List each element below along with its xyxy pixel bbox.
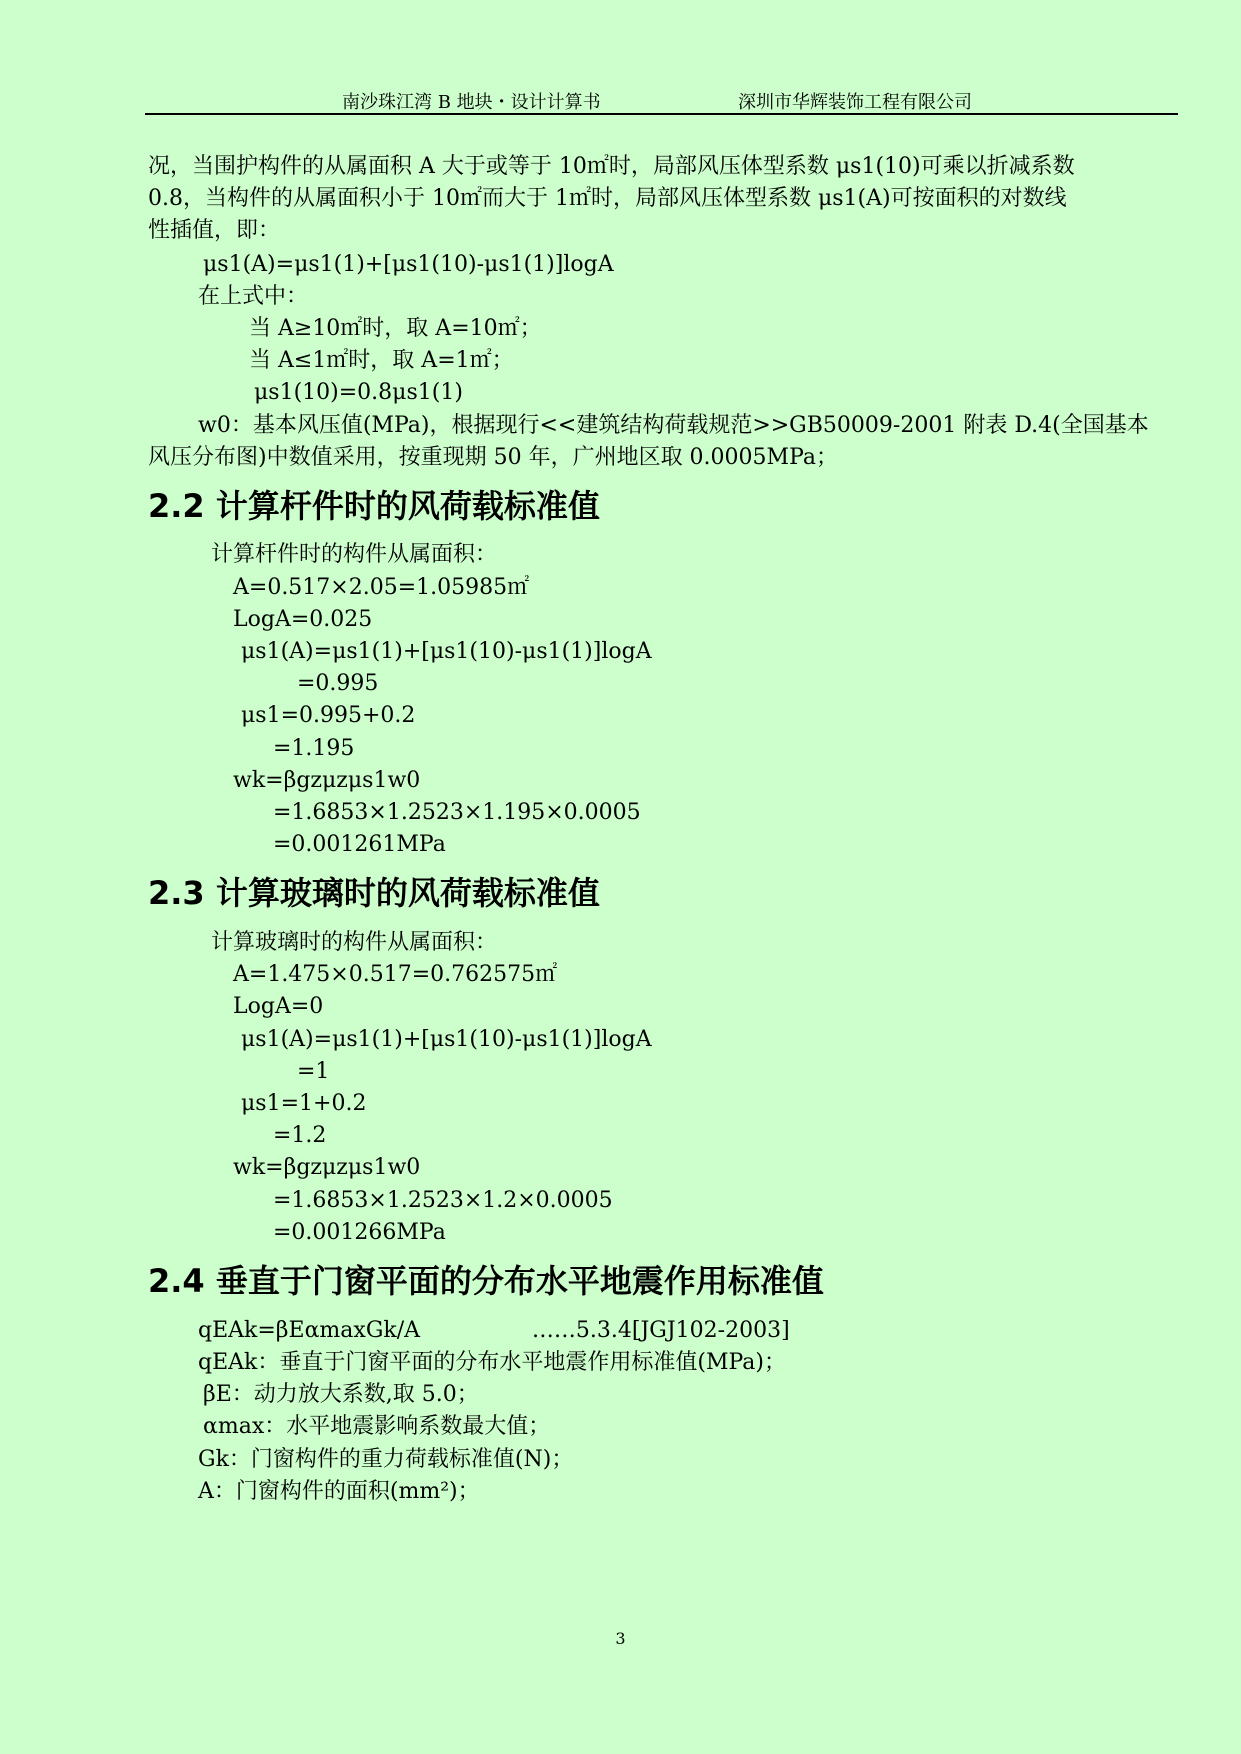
s23-line-4: μs1(A)=μs1(1)+[μs1(10)-μs1(1)]logA	[241, 1027, 652, 1052]
header-project-title: 南沙珠江湾 B 地块・设计计算书	[342, 92, 601, 113]
s23-line-6: μs1=1+0.2	[241, 1091, 367, 1116]
s23-line-10: =0.001266MPa	[273, 1220, 446, 1245]
page-number: 3	[615, 1629, 626, 1648]
intro-line-1: 况，当围护构件的从属面积 A 大于或等于 10㎡时，局部风压体型系数 μs1(10)可乘以折减系数	[148, 154, 1075, 179]
s22-line-1: 计算杆件时的构件从属面积：	[211, 542, 498, 567]
intro-line-3: 性插值，即：	[148, 218, 281, 243]
section-2-2-heading: 2.2 计算杆件时的风荷载标准值	[148, 487, 600, 525]
intro-condition-3: μs1(10)=0.8μs1(1)	[254, 380, 463, 405]
s22-line-6: μs1=0.995+0.2	[241, 703, 416, 728]
w0-definition-line-2: 风压分布图)中数值采用，按重现期 50 年，广州地区取 0.0005MPa；	[148, 445, 838, 470]
header-divider	[145, 113, 1178, 115]
s23-line-5: =1	[297, 1059, 330, 1084]
intro-where: 在上式中：	[198, 284, 309, 309]
s24-line-alphamax: αmax：水平地震影响系数最大值；	[203, 1414, 551, 1439]
s24-line-qEAk: qEAk：垂直于门窗平面的分布水平地震作用标准值(MPa)；	[198, 1350, 786, 1375]
intro-condition-2: 当 A≤1㎡时，取 A=1㎡；	[249, 348, 514, 373]
s23-line-3: LogA=0	[233, 994, 324, 1019]
header-company-name: 深圳市华辉装饰工程有限公司	[738, 92, 972, 113]
s24-line-A: A：门窗构件的面积(mm²)；	[198, 1479, 480, 1504]
section-2-4-heading: 2.4 垂直于门窗平面的分布水平地震作用标准值	[148, 1262, 824, 1300]
intro-condition-1: 当 A≥10㎡时，取 A=10㎡；	[249, 316, 542, 341]
intro-formula: μs1(A)=μs1(1)+[μs1(10)-μs1(1)]logA	[203, 252, 614, 277]
w0-definition-line-1: w0：基本风压值(MPa)，根据现行<<建筑结构荷载规范>>GB50009-2001 附表 D.4(全国基本	[198, 413, 1149, 438]
intro-line-2: 0.8，当构件的从属面积小于 10㎡而大于 1㎡时，局部风压体型系数 μs1(A)可按面积的对数线	[148, 186, 1067, 211]
s23-line-7: =1.2	[273, 1123, 327, 1148]
s22-line-3: LogA=0.025	[233, 607, 373, 632]
s22-line-7: =1.195	[273, 736, 355, 761]
s23-line-1: 计算玻璃时的构件从属面积：	[211, 930, 498, 955]
s24-line-betaE: βE：动力放大系数,取 5.0；	[203, 1382, 479, 1407]
s22-line-4: μs1(A)=μs1(1)+[μs1(10)-μs1(1)]logA	[241, 639, 652, 664]
s22-line-5: =0.995	[297, 671, 379, 696]
s22-line-2: A=0.517×2.05=1.05985㎡	[233, 575, 530, 600]
s24-line-Gk: Gk：门窗构件的重力荷载标准值(N)；	[198, 1447, 574, 1472]
s22-line-8: wk=βgzμzμs1w0	[233, 768, 421, 793]
s24-formula: qEAk=βEαmaxGk/A ……5.3.4[JGJ102-2003]	[198, 1318, 790, 1343]
s23-line-2: A=1.475×0.517=0.762575㎡	[233, 962, 558, 987]
s23-line-8: wk=βgzμzμs1w0	[233, 1155, 421, 1180]
s22-line-9: =1.6853×1.2523×1.195×0.0005	[273, 800, 641, 825]
section-2-3-heading: 2.3 计算玻璃时的风荷载标准值	[148, 874, 600, 912]
s23-line-9: =1.6853×1.2523×1.2×0.0005	[273, 1188, 613, 1213]
s22-line-10: =0.001261MPa	[273, 832, 446, 857]
